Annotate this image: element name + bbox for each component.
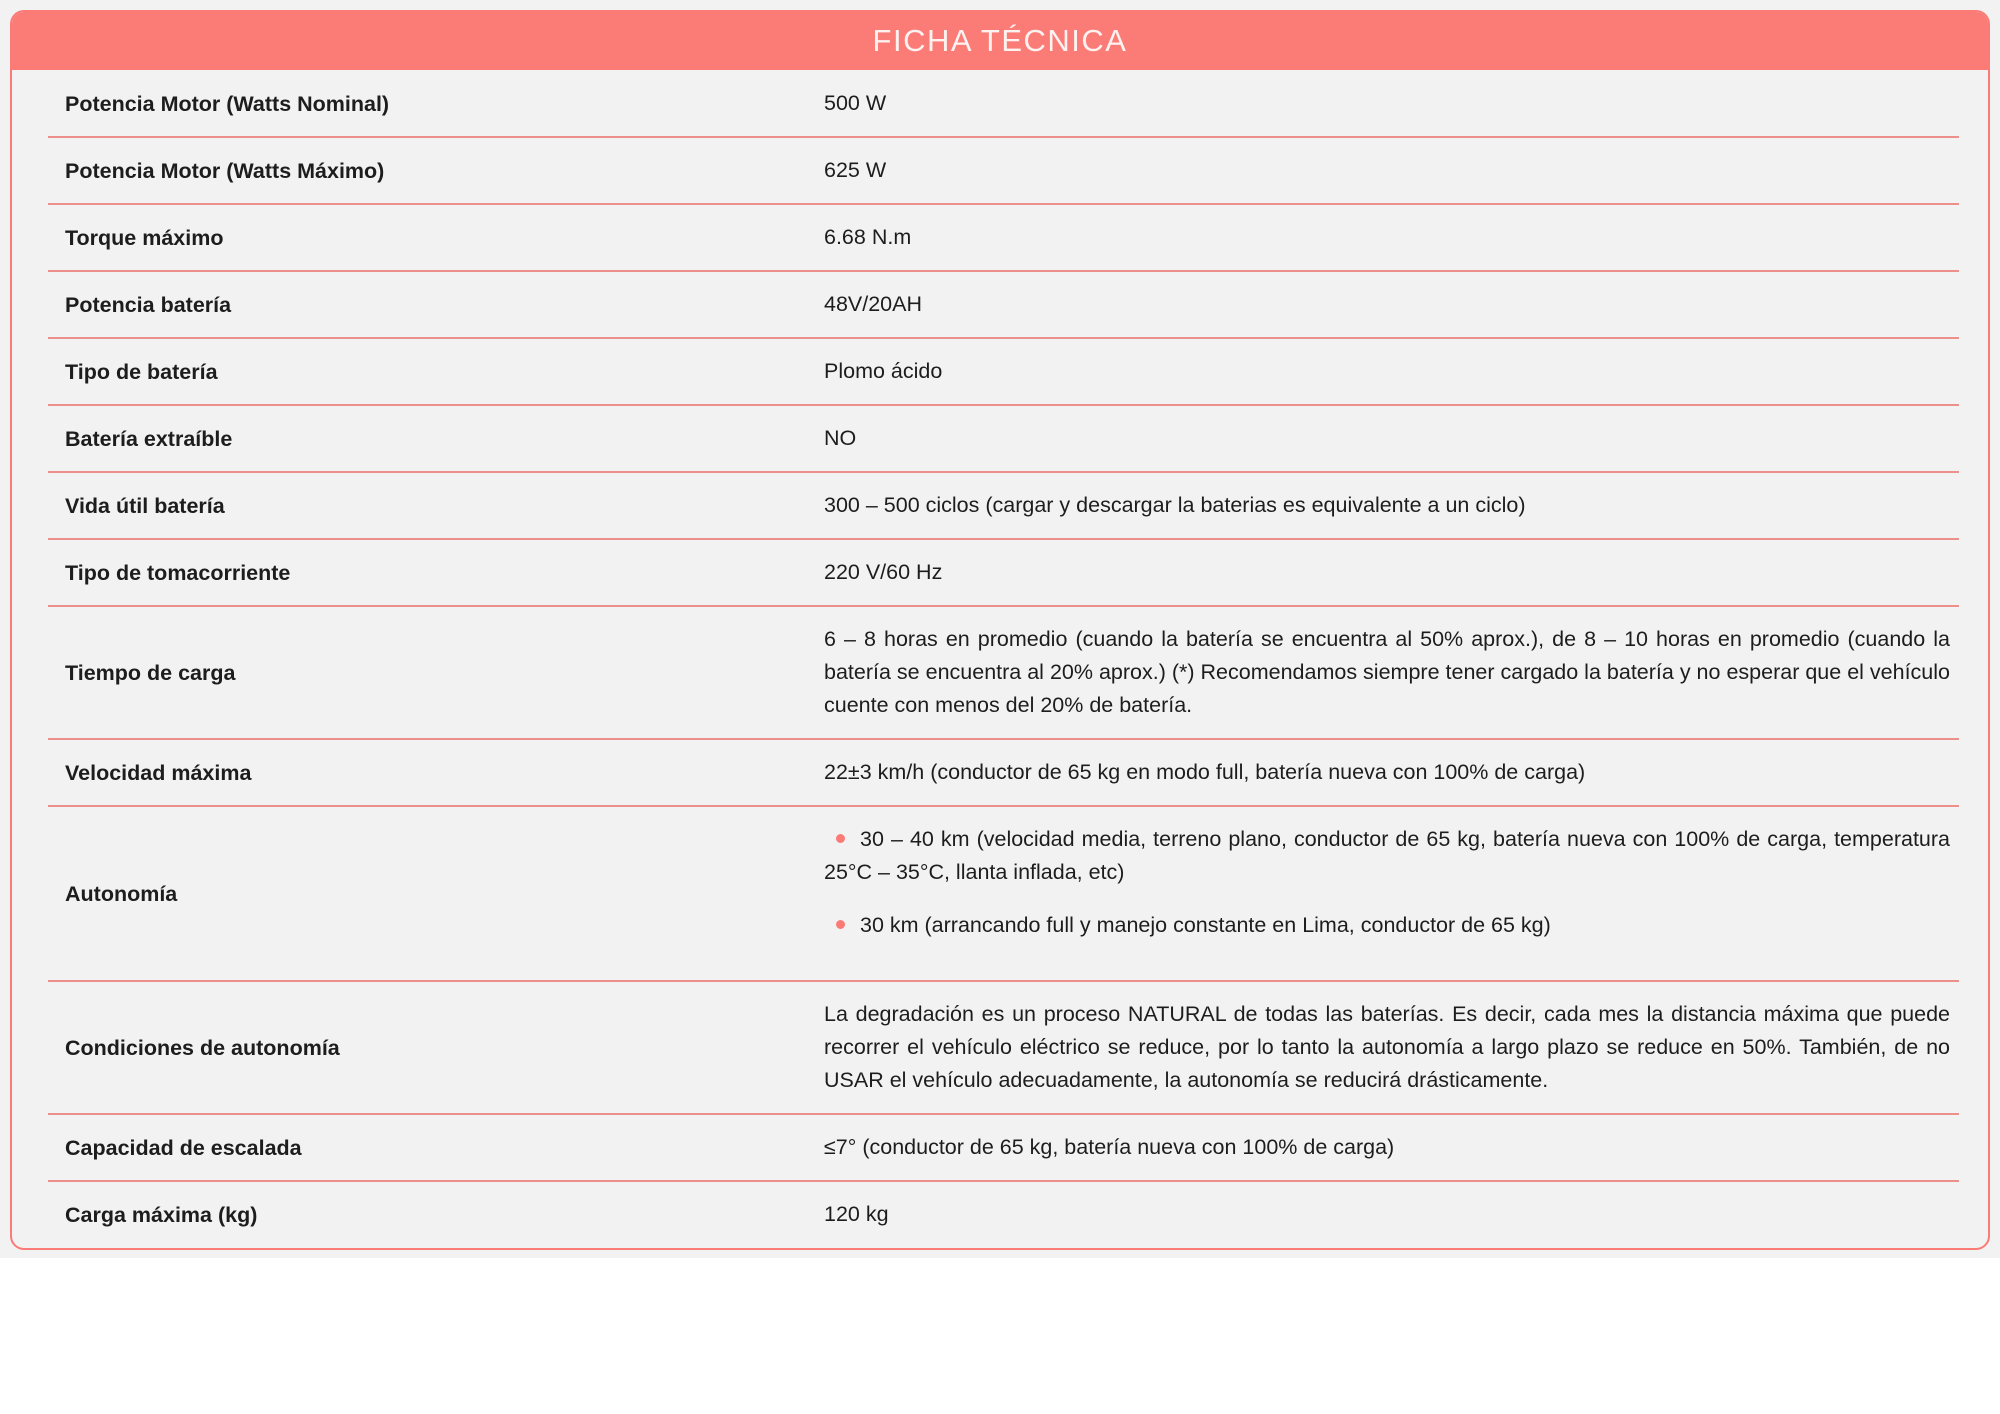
spec-label: Autonomía xyxy=(65,881,178,906)
spec-label: Velocidad máxima xyxy=(65,760,252,785)
spec-row xyxy=(12,338,1988,405)
spec-value xyxy=(824,998,1950,1097)
bullet-dot-icon xyxy=(836,920,845,929)
spec-value-text: 6.68 N.m xyxy=(824,225,912,249)
spec-row xyxy=(12,204,1988,271)
spec-value xyxy=(824,355,1950,388)
spec-value xyxy=(824,221,1950,254)
spec-label: Vida útil batería xyxy=(65,493,225,518)
spec-value-text: 500 W xyxy=(824,91,887,115)
spec-value-text: 6 – 8 horas en promedio (cuando la batería se encuentra al 50% aprox.), de 8 – 10 horas en promedio (cuando la batería se encuentra al 20% aprox.) (*) Recomendamos siempre tener cargado la batería y no esperar que el vehículo cuente con menos del 20% de batería. xyxy=(824,627,1950,717)
spec-row xyxy=(12,137,1988,204)
spec-value-text: NO xyxy=(824,426,857,450)
spec-value xyxy=(824,288,1950,321)
spec-table xyxy=(12,70,1988,1248)
spec-row xyxy=(12,981,1988,1114)
spec-value-text: ≤7° (conductor de 65 kg, batería nueva con 100% de carga) xyxy=(824,1135,1395,1159)
spec-row xyxy=(12,739,1988,806)
spec-label: Capacidad de escalada xyxy=(65,1135,302,1160)
bullet-text: 30 km (arrancando full y manejo constante en Lima, conductor de 65 kg) xyxy=(860,913,1551,937)
spec-label: Condiciones de autonomía xyxy=(65,1035,340,1060)
spec-row xyxy=(12,1114,1988,1181)
spec-value xyxy=(824,623,1950,722)
bullet-item xyxy=(824,823,1950,889)
spec-value-text: 300 – 500 ciclos (cargar y descargar la baterias es equivalente a un ciclo) xyxy=(824,493,1526,517)
spec-label: Tipo de batería xyxy=(65,359,218,384)
page-title: FICHA TÉCNICA xyxy=(872,23,1128,58)
spec-value-text: 120 kg xyxy=(824,1202,889,1226)
spec-value-text: 625 W xyxy=(824,158,887,182)
spec-row xyxy=(12,405,1988,472)
spec-row xyxy=(12,606,1988,739)
spec-value-text: 220 V/60 Hz xyxy=(824,560,943,584)
spec-row xyxy=(12,472,1988,539)
spec-label: Carga máxima (kg) xyxy=(65,1202,258,1227)
spec-value xyxy=(824,1131,1950,1164)
spec-value xyxy=(824,756,1950,789)
spec-row xyxy=(12,806,1988,981)
spec-value-text: Plomo ácido xyxy=(824,359,943,383)
spec-row xyxy=(12,1181,1988,1248)
bullet-list xyxy=(824,823,1950,942)
spec-value xyxy=(824,87,1950,120)
bullet-text: 30 – 40 km (velocidad media, terreno plano, conductor de 65 kg, batería nueva con 100% de carga, temperatura 25°C – 35°C, llanta inflada, etc) xyxy=(824,827,1950,884)
spec-label: Potencia Motor (Watts Nominal) xyxy=(65,91,390,116)
spec-row xyxy=(12,271,1988,338)
spec-card xyxy=(10,10,1990,1250)
bullet-item xyxy=(824,909,1950,942)
spec-label: Potencia Motor (Watts Máximo) xyxy=(65,158,385,183)
bullet-dot-icon xyxy=(836,834,845,843)
spec-label: Batería extraíble xyxy=(65,426,233,451)
spec-value xyxy=(824,154,1950,187)
spec-label: Tipo de tomacorriente xyxy=(65,560,291,585)
spec-label: Torque máximo xyxy=(65,225,224,250)
spec-label: Potencia batería xyxy=(65,292,232,317)
spec-label: Tiempo de carga xyxy=(65,660,236,685)
spec-value xyxy=(824,422,1950,455)
spec-value xyxy=(824,489,1950,522)
spec-value xyxy=(824,1198,1950,1231)
spec-row xyxy=(12,539,1988,606)
spec-value-text: 48V/20AH xyxy=(824,292,923,316)
spec-value-text: 22±3 km/h (conductor de 65 kg en modo full, batería nueva con 100% de carga) xyxy=(824,760,1586,784)
spec-value xyxy=(824,556,1950,589)
spec-value-text: La degradación es un proceso NATURAL de todas las baterías. Es decir, cada mes la distancia máxima que puede recorrer el vehículo eléctrico se reduce, por lo tanto la autonomía a largo plazo se reduce en 50%. También, de no USAR el vehículo adecuadamente, la autonomía se reducirá drásticamente. xyxy=(824,1002,1950,1092)
spec-value xyxy=(824,823,1950,964)
spec-row xyxy=(12,70,1988,137)
spec-card-header xyxy=(12,12,1988,70)
